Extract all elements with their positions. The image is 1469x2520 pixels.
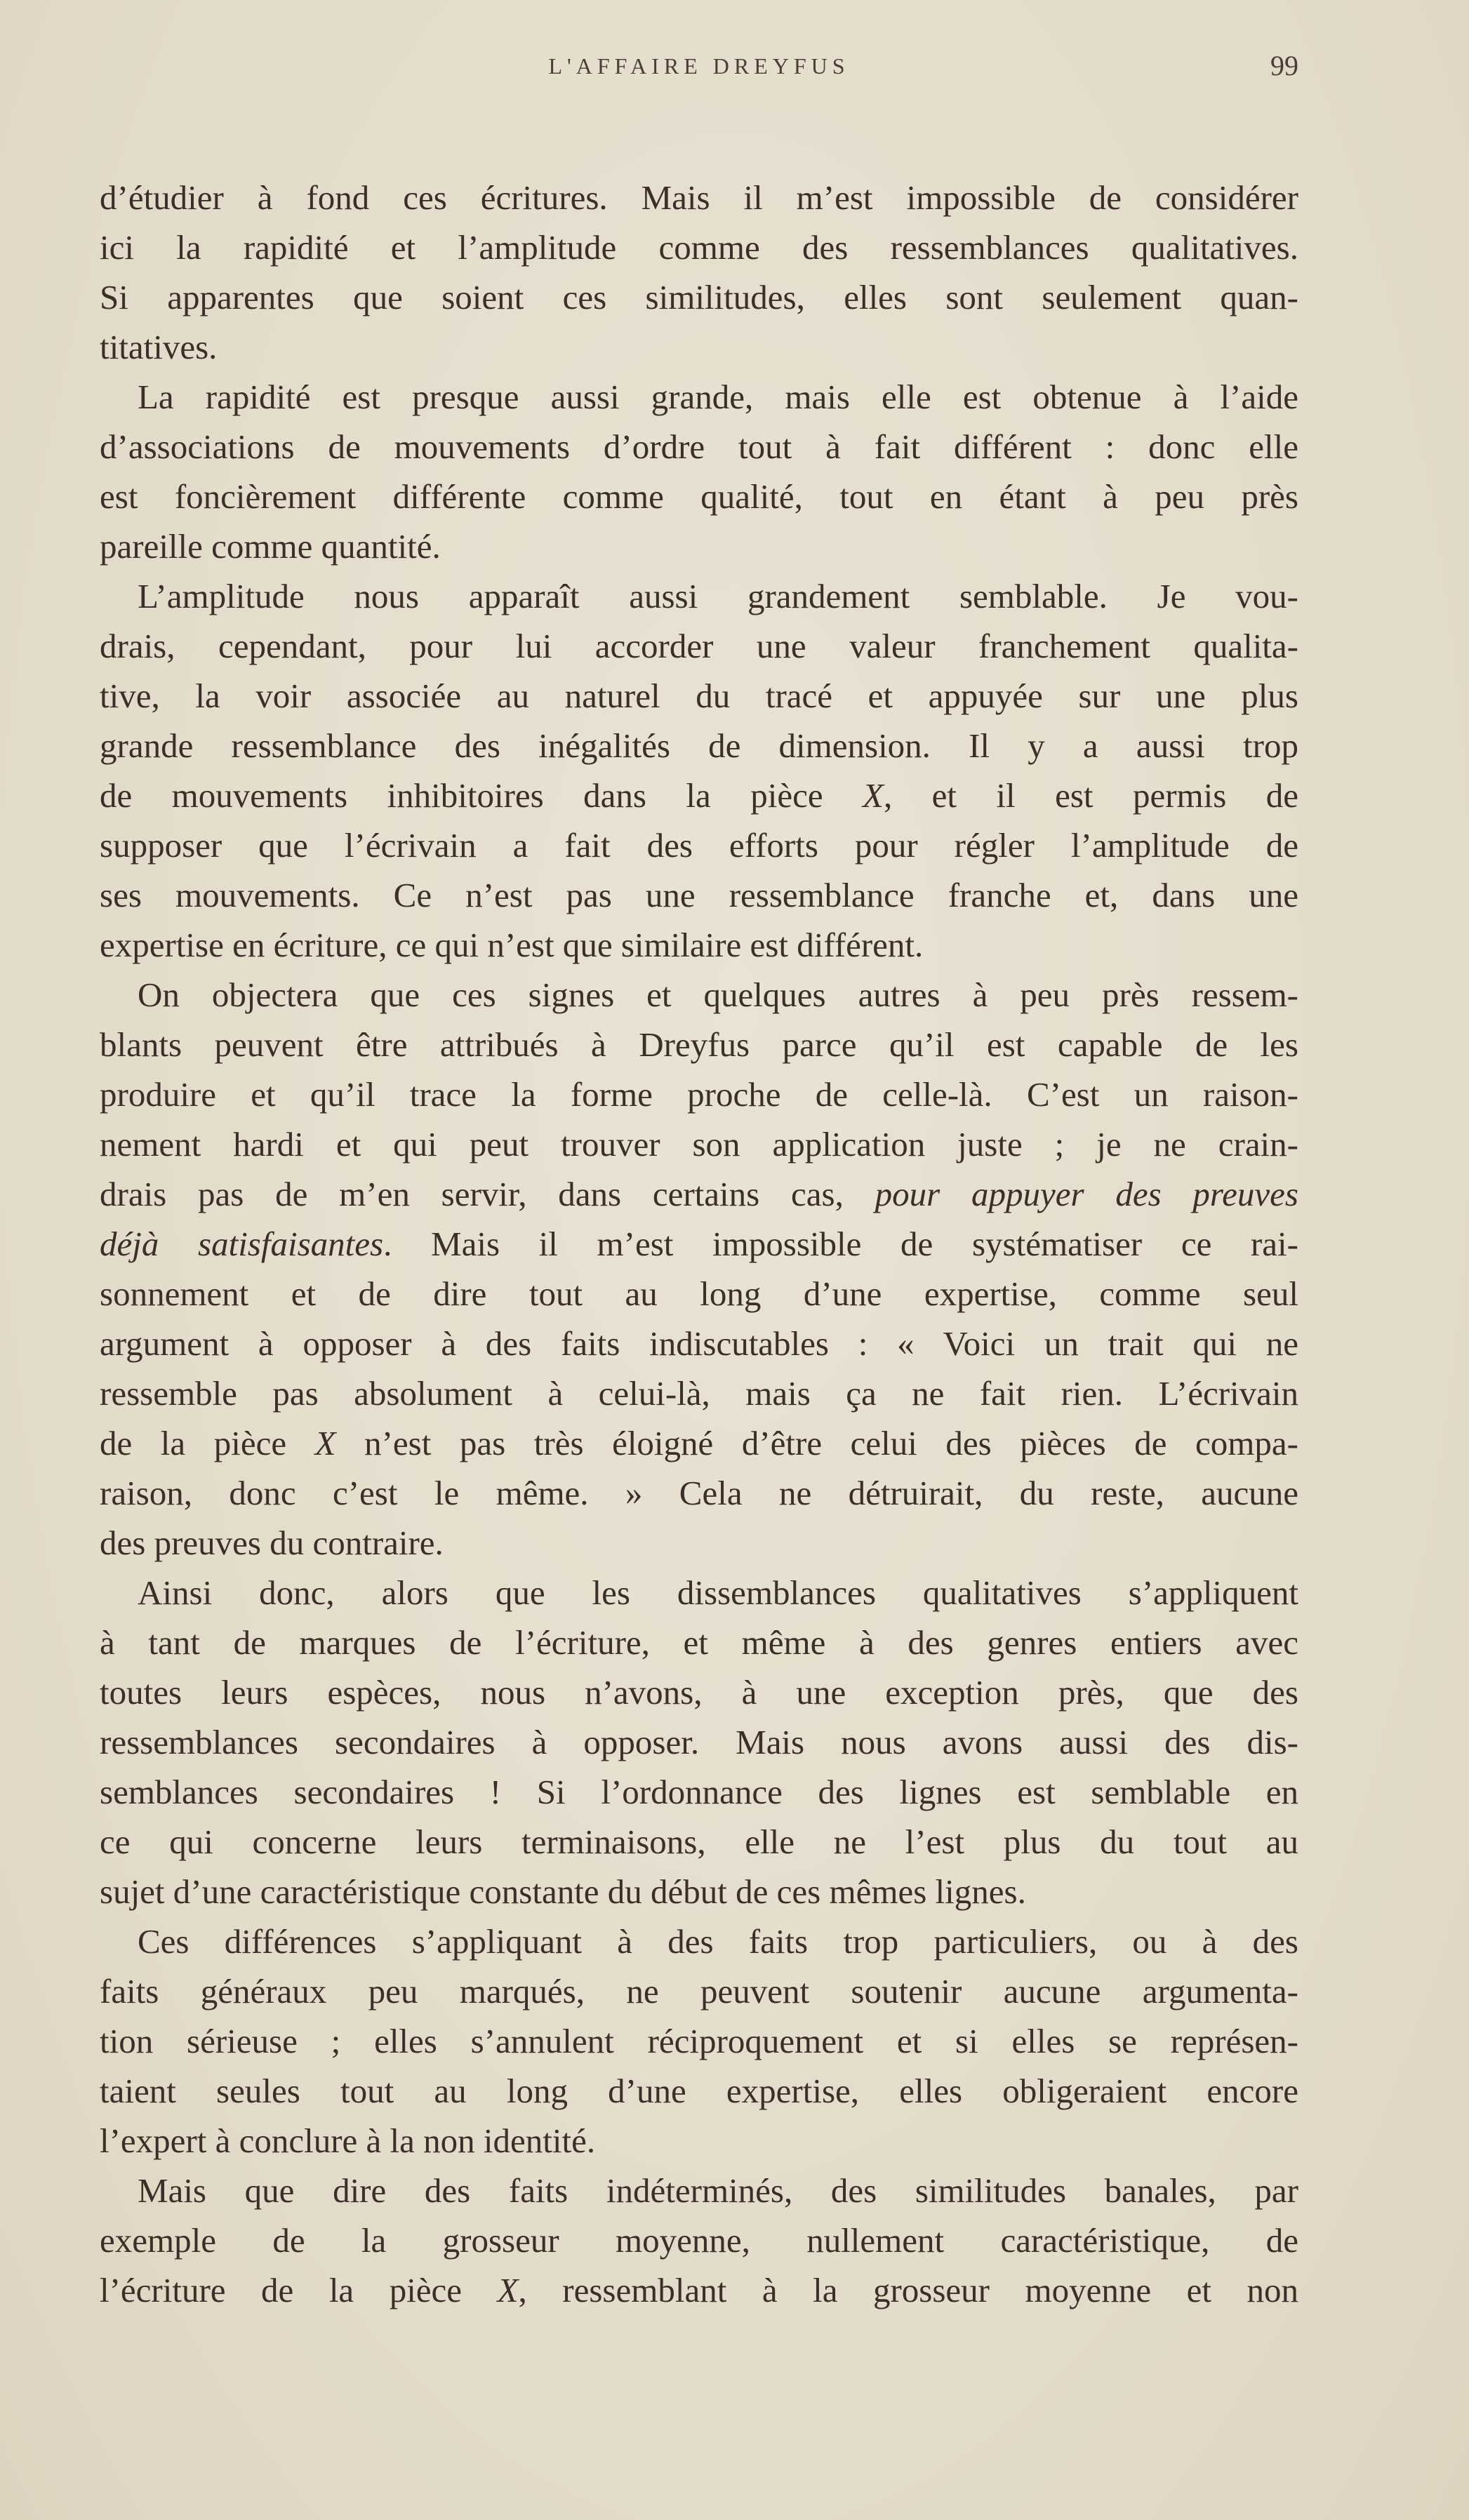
text-run: blants peuvent être attribués à Dreyfus parce qu’il est capable de les <box>100 1025 1298 1064</box>
italic-text: déjà satisfaisantes <box>100 1225 384 1263</box>
text-line <box>100 1169 1298 1219</box>
text-run: drais pas de m’en servir, dans certains cas, <box>100 1175 875 1213</box>
text-line <box>100 970 1298 1020</box>
text-run: ressemble pas absolument à celui-là, mais ça ne fait rien. L’écrivain <box>100 1374 1298 1413</box>
text-run: Mais que dire des faits indéterminés, des similitudes banales, par <box>138 2171 1298 2210</box>
text-line <box>100 2215 1298 2265</box>
text-line <box>100 1368 1298 1418</box>
text-run: ici la rapidité et l’amplitude comme des ressemblances qualitatives. <box>100 228 1298 267</box>
text-line <box>100 870 1298 920</box>
text-run: drais, cependant, pour lui accorder une valeur franchement qualita- <box>100 627 1298 665</box>
text-line <box>100 1916 1298 1966</box>
text-run: ce qui concerne leurs terminaisons, elle ne l’est plus du tout au <box>100 1822 1298 1861</box>
text-run: grande ressemblance des inégalités de dimension. Il y a aussi trop <box>100 726 1298 765</box>
text-line <box>100 472 1298 521</box>
text-run: d’étudier à fond ces écritures. Mais il m’est impossible de considérer <box>100 178 1298 217</box>
text-line <box>100 173 1298 222</box>
text-run: . Mais il m’est impossible de systématiser ce rai- <box>383 1225 1298 1263</box>
text-line <box>100 2016 1298 2066</box>
text-line <box>100 1867 1298 1916</box>
running-head <box>100 49 1298 84</box>
text-run: supposer que l’écrivain a fait des efforts pour régler l’amplitude de <box>100 826 1298 865</box>
text-line <box>100 2166 1298 2215</box>
text-line <box>100 621 1298 671</box>
text-line <box>100 1418 1298 1468</box>
text-run: Si apparentes que soient ces similitudes, elles sont seulement quan- <box>100 278 1298 316</box>
text-run: , et il est permis de <box>883 776 1298 815</box>
italic-text: pour appuyer des preuves <box>875 1175 1298 1213</box>
text-line <box>100 1020 1298 1069</box>
text-line <box>100 2066 1298 2116</box>
text-run: à tant de marques de l’écriture, et même à des genres entiers avec <box>100 1623 1298 1662</box>
italic-text: X <box>314 1424 336 1462</box>
text-line <box>100 2265 1298 2315</box>
text-run: tion sérieuse ; elles s’annulent réciproquement et si elles se représen- <box>100 2022 1298 2060</box>
text-line <box>100 372 1298 422</box>
text-run: toutes leurs espèces, nous n’avons, à une exception près, que des <box>100 1673 1298 1712</box>
text-run: taient seules tout au long d’une expertise, elles obligeraient encore <box>100 2072 1298 2110</box>
text-run: de mouvements inhibitoires dans la pièce <box>100 776 863 815</box>
text-run: produire et qu’il trace la forme proche de celle-là. C’est un raison- <box>100 1075 1298 1114</box>
page-number: 99 <box>1270 50 1298 81</box>
text-line <box>100 521 1298 571</box>
text-line <box>100 1269 1298 1319</box>
text-run: Ainsi donc, alors que les dissemblances qualitatives s’appliquent <box>138 1573 1298 1612</box>
text-line <box>100 1468 1298 1518</box>
text-line <box>100 671 1298 721</box>
body-text <box>100 173 1298 2315</box>
text-line <box>100 1767 1298 1817</box>
text-line <box>100 1966 1298 2016</box>
running-title: L'AFFAIRE DREYFUS <box>548 53 850 79</box>
text-run: sujet d’une caractéristique constante du début de ces mêmes lignes. <box>100 1872 1026 1911</box>
text-run: des preuves du contraire. <box>100 1524 444 1562</box>
text-run: ressemblances secondaires à opposer. Mais nous avons aussi des dis- <box>100 1723 1298 1761</box>
italic-text: X <box>863 776 884 815</box>
text-line <box>100 2116 1298 2166</box>
text-line <box>100 1319 1298 1368</box>
text-run: On objectera que ces signes et quelques autres à peu près ressem- <box>138 975 1298 1014</box>
text-run: La rapidité est presque aussi grande, mais elle est obtenue à l’aide <box>138 378 1298 416</box>
text-line <box>100 1667 1298 1717</box>
text-run: tive, la voir associée au naturel du tracé et appuyée sur une plus <box>100 676 1298 715</box>
text-line <box>100 1717 1298 1767</box>
text-run: sonnement et de dire tout au long d’une expertise, comme seul <box>100 1274 1298 1313</box>
text-line <box>100 272 1298 322</box>
text-run: l’écriture de la pièce <box>100 2271 498 2309</box>
italic-text: X <box>497 2271 519 2309</box>
text-run: est foncièrement différente comme qualité, tout en étant à peu près <box>100 477 1298 516</box>
text-line <box>100 1069 1298 1119</box>
text-run: semblances secondaires ! Si l’ordonnance des lignes est semblable en <box>100 1773 1298 1811</box>
text-line <box>100 1568 1298 1618</box>
text-run: d’associations de mouvements d’ordre tout à fait différent : donc elle <box>100 427 1298 466</box>
text-line <box>100 1817 1298 1867</box>
text-line <box>100 1119 1298 1169</box>
text-run: , ressemblant à la grosseur moyenne et non <box>518 2271 1298 2309</box>
text-line <box>100 721 1298 771</box>
text-line <box>100 1518 1298 1568</box>
text-run: de la pièce <box>100 1424 315 1462</box>
text-line <box>100 920 1298 970</box>
text-line <box>100 322 1298 372</box>
text-line <box>100 820 1298 870</box>
text-run: n’est pas très éloigné d’être celui des pièces de compa- <box>335 1424 1298 1462</box>
text-run: Ces différences s’appliquant à des faits trop particuliers, ou à des <box>138 1922 1298 1961</box>
text-line <box>100 1618 1298 1667</box>
text-run: exemple de la grosseur moyenne, nullement caractéristique, de <box>100 2221 1298 2260</box>
text-run: nement hardi et qui peut trouver son application juste ; je ne crain- <box>100 1125 1298 1164</box>
text-line <box>100 1219 1298 1269</box>
text-run: expertise en écriture, ce qui n’est que similaire est différent. <box>100 926 924 964</box>
text-run: ses mouvements. Ce n’est pas une ressemblance franche et, dans une <box>100 876 1298 914</box>
text-run: faits généraux peu marqués, ne peuvent soutenir aucune argumenta- <box>100 1972 1298 2011</box>
text-line <box>100 571 1298 621</box>
text-run: titatives. <box>100 328 218 366</box>
text-line <box>100 771 1298 820</box>
text-line <box>100 222 1298 272</box>
text-run: L’amplitude nous apparaît aussi grandement semblable. Je vou- <box>138 577 1298 615</box>
text-line <box>100 422 1298 472</box>
text-run: raison, donc c’est le même. » Cela ne détruirait, du reste, aucune <box>100 1474 1298 1512</box>
text-run: pareille comme quantité. <box>100 527 441 566</box>
text-run: argument à opposer à des faits indiscutables : « Voici un trait qui ne <box>100 1324 1298 1363</box>
text-run: l’expert à conclure à la non identité. <box>100 2121 596 2160</box>
